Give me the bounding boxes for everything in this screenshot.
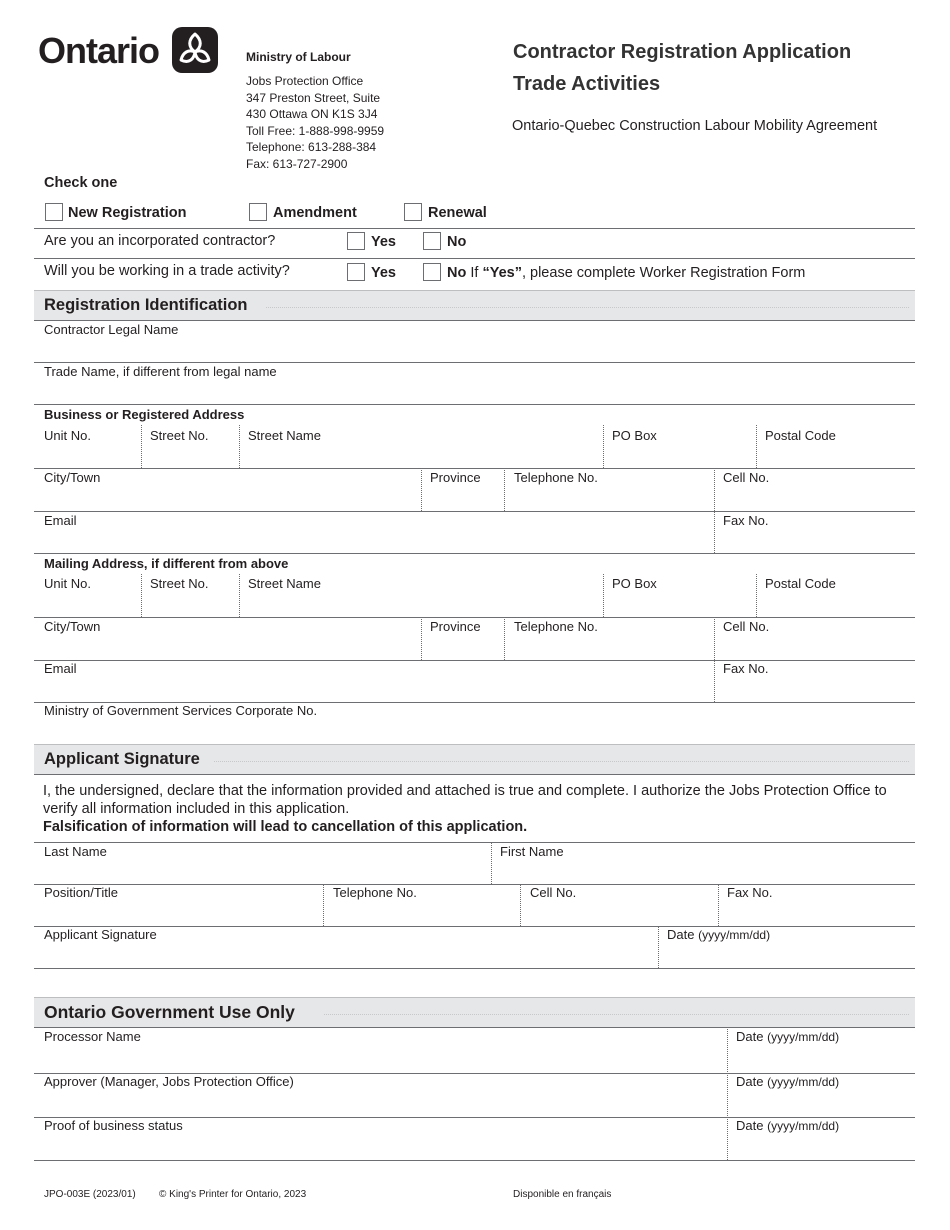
falsification-warning: Falsification of information will lead to cancellation of this application. xyxy=(43,819,528,835)
mailing-telephone-label: Telephone No. xyxy=(514,619,598,634)
incorporated-no-label: No xyxy=(447,234,467,250)
business-postal-code-label: Postal Code xyxy=(765,428,836,443)
ontario-logo-text: Ontario xyxy=(38,30,160,71)
mailing-street-no-label: Street No. xyxy=(150,576,209,591)
divider xyxy=(718,884,719,926)
date-word: Date xyxy=(667,927,695,942)
divider xyxy=(34,468,915,469)
date-format: (yyyy/mm/dd) xyxy=(767,1030,840,1044)
mailing-city-label: City/Town xyxy=(44,619,101,634)
divider xyxy=(34,362,915,363)
last-name-label: Last Name xyxy=(44,844,107,859)
incorporated-no-checkbox[interactable] xyxy=(423,232,441,250)
divider xyxy=(34,1160,915,1161)
divider xyxy=(603,425,604,468)
approver-label: Approver (Manager, Jobs Protection Office) xyxy=(44,1074,294,1089)
if-text-suffix: , please complete Worker Registration Form xyxy=(521,265,806,281)
date-word: Date xyxy=(736,1074,764,1089)
divider xyxy=(34,660,915,661)
divider xyxy=(141,574,142,617)
address-line: Fax: 613-727-2900 xyxy=(246,156,348,171)
proof-of-business-label: Proof of business status xyxy=(44,1118,183,1133)
date-word: Date xyxy=(736,1029,764,1044)
mailing-address-heading: Mailing Address, if different from above xyxy=(44,556,289,571)
first-name-label: First Name xyxy=(500,844,564,859)
new-registration-checkbox[interactable] xyxy=(45,203,63,221)
ministry-name: Ministry of Labour xyxy=(246,50,351,64)
date-word: Date xyxy=(736,1118,764,1133)
date-format: (yyyy/mm/dd) xyxy=(767,1119,840,1133)
divider xyxy=(323,884,324,926)
mailing-unit-label: Unit No. xyxy=(44,576,91,591)
trade-activity-question: Will you be working in a trade activity? xyxy=(44,263,290,279)
business-address-heading: Business or Registered Address xyxy=(44,407,245,422)
business-telephone-label: Telephone No. xyxy=(514,470,598,485)
trade-activity-no-checkbox[interactable] xyxy=(423,263,441,281)
band-dots xyxy=(266,307,909,308)
check-one-heading: Check one xyxy=(44,175,118,191)
mailing-cell-label: Cell No. xyxy=(723,619,770,634)
position-label: Position/Title xyxy=(44,885,118,900)
band-dots xyxy=(214,761,909,762)
signature-telephone-label: Telephone No. xyxy=(333,885,417,900)
incorporated-question: Are you an incorporated contractor? xyxy=(44,233,276,249)
processor-date-label xyxy=(736,1029,839,1044)
date-format: (yyyy/mm/dd) xyxy=(698,928,771,942)
signature-date-label xyxy=(667,927,770,942)
business-city-label: City/Town xyxy=(44,470,101,485)
business-street-name-label: Street Name xyxy=(248,428,321,443)
divider xyxy=(504,617,505,660)
if-text-prefix: If xyxy=(470,265,483,281)
divider xyxy=(34,258,915,259)
business-province-label: Province xyxy=(430,470,481,485)
incorporated-yes-label: Yes xyxy=(371,234,396,250)
office-address xyxy=(246,73,406,173)
renewal-checkbox[interactable] xyxy=(404,203,422,221)
legal-name-field[interactable] xyxy=(34,338,915,362)
divider xyxy=(34,926,915,927)
business-po-box-label: PO Box xyxy=(612,428,657,443)
divider xyxy=(34,553,915,554)
registration-section-title: Registration Identification xyxy=(44,296,248,314)
form-title-line: Trade Activities xyxy=(513,73,661,95)
divider xyxy=(34,884,915,885)
copyright: © King's Printer for Ontario, 2023 xyxy=(159,1189,307,1200)
divider xyxy=(727,1029,728,1160)
mailing-email-label: Email xyxy=(44,661,77,676)
ontario-trillium-icon xyxy=(172,27,218,73)
divider xyxy=(756,574,757,617)
divider xyxy=(658,926,659,968)
divider xyxy=(239,425,240,468)
address-line: Toll Free: 1-888-998-9959 xyxy=(246,123,385,138)
form-title xyxy=(513,36,851,100)
divider xyxy=(756,425,757,468)
trade-activity-yes-label: Yes xyxy=(371,265,396,281)
legal-name-label: Contractor Legal Name xyxy=(44,322,179,337)
divider xyxy=(421,468,422,511)
divider xyxy=(34,968,915,969)
divider xyxy=(603,574,604,617)
divider xyxy=(504,468,505,511)
trade-name-label: Trade Name, if different from legal name xyxy=(44,364,277,379)
mailing-street-name-label: Street Name xyxy=(248,576,321,591)
corporate-no-field[interactable] xyxy=(34,719,915,743)
divider xyxy=(141,425,142,468)
divider xyxy=(520,884,521,926)
form-number: JPO-003E (2023/01) xyxy=(44,1189,136,1200)
incorporated-yes-checkbox[interactable] xyxy=(347,232,365,250)
new-registration-label: New Registration xyxy=(68,205,187,221)
divider xyxy=(34,511,915,512)
address-line: Jobs Protection Office xyxy=(246,74,364,88)
address-line: 430 Ottawa ON K1S 3J4 xyxy=(246,107,378,122)
signature-cell-label: Cell No. xyxy=(530,885,577,900)
trade-activity-yes-checkbox[interactable] xyxy=(347,263,365,281)
trade-name-field[interactable] xyxy=(34,380,915,404)
trade-activity-no-label: No xyxy=(447,265,467,281)
signature-fax-label: Fax No. xyxy=(727,885,773,900)
registration-section-header xyxy=(34,290,915,321)
renewal-label: Renewal xyxy=(428,205,487,221)
government-section-title: Ontario Government Use Only xyxy=(44,1002,295,1022)
divider xyxy=(34,404,915,405)
band-dots xyxy=(324,1014,909,1015)
processor-name-label: Processor Name xyxy=(44,1029,141,1044)
divider xyxy=(34,842,915,843)
form-subtitle: Ontario-Quebec Construction Labour Mobility Agreement xyxy=(512,118,878,134)
applicant-signature-label: Applicant Signature xyxy=(44,927,157,942)
amendment-label: Amendment xyxy=(273,205,357,221)
french-availability: Disponible en français xyxy=(513,1189,612,1200)
mailing-postal-code-label: Postal Code xyxy=(765,576,836,591)
approver-date-label xyxy=(736,1074,839,1089)
divider xyxy=(239,574,240,617)
trade-activity-no-text xyxy=(447,265,805,281)
declaration-statement: I, the undersigned, declare that the information provided and attached is true and complete. I authorize the Jobs Protection Office to verify all information included in this application. xyxy=(43,783,887,817)
mailing-province-label: Province xyxy=(430,619,481,634)
divider xyxy=(34,617,915,618)
business-email-label: Email xyxy=(44,513,77,528)
signature-section-header xyxy=(34,744,915,775)
government-section-header xyxy=(34,997,915,1028)
divider xyxy=(491,842,492,884)
if-yes-emphasis: “Yes” xyxy=(482,265,522,281)
business-fax-label: Fax No. xyxy=(723,513,769,528)
mailing-po-box-label: PO Box xyxy=(612,576,657,591)
form-title-line: Contractor Registration Application xyxy=(513,41,852,63)
proof-date-label xyxy=(736,1118,839,1133)
business-street-no-label: Street No. xyxy=(150,428,209,443)
amendment-checkbox[interactable] xyxy=(249,203,267,221)
divider xyxy=(421,617,422,660)
declaration-text xyxy=(43,782,903,836)
mailing-fax-label: Fax No. xyxy=(723,661,769,676)
corporate-no-label: Ministry of Government Services Corporate No. xyxy=(44,703,318,718)
divider xyxy=(34,228,915,229)
business-cell-label: Cell No. xyxy=(723,470,770,485)
address-line: Telephone: 613-288-384 xyxy=(246,140,377,155)
date-format: (yyyy/mm/dd) xyxy=(767,1075,840,1089)
address-line: 347 Preston Street, Suite xyxy=(246,90,381,105)
signature-section-title: Applicant Signature xyxy=(44,750,200,768)
business-unit-label: Unit No. xyxy=(44,428,91,443)
